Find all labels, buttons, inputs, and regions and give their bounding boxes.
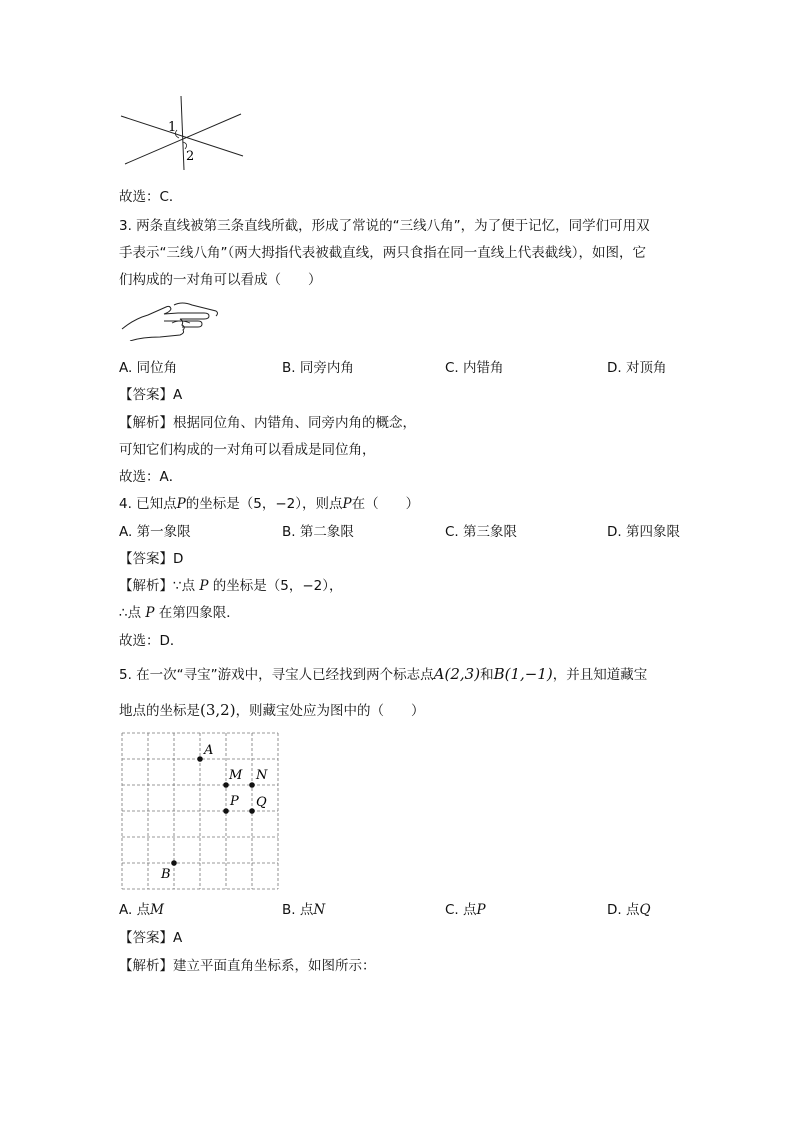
q3-stem-line3: 们构成的一对角可以看成（ ）: [119, 272, 322, 288]
q5-answer: 【答案】A: [119, 930, 183, 946]
intersecting-lines-figure: [115, 92, 250, 172]
q4-analysis2-suffix: 在第四象限．: [158, 605, 240, 621]
q5-option-b[interactable]: [282, 900, 325, 920]
q4-answer: 【答案】D: [119, 551, 184, 567]
q4-stem-suffix: 在（ ）: [351, 496, 420, 512]
q3-option-d[interactable]: D. 对顶角: [607, 360, 667, 376]
grid-point-b: [171, 860, 177, 866]
q3-stem-line1: 3. 两条直线被第三条直线所截，形成了常说的“三线八角”，为了便于记忆，同学们可用双: [119, 218, 650, 234]
q4-stem-mid: 的坐标是（5，−2），则点: [185, 496, 343, 512]
q5-point-b: B(1,−1): [493, 665, 553, 683]
q5-stem2-text: 地点的坐标是: [119, 703, 200, 719]
q3-option-b[interactable]: B. 同旁内角: [282, 360, 354, 376]
grid-label-m: M: [229, 768, 243, 783]
q3-analysis-line2: 可知它们构成的一对角可以看成是同位角，: [119, 442, 376, 458]
q4-analysis2-prefix: ∴点: [119, 605, 142, 621]
q3-analysis-line1: 【解析】根据同位角、内错角、同旁内角的概念，: [119, 415, 416, 431]
grid-point-m: [223, 782, 229, 788]
q5-option-c-text: C. 点: [445, 902, 477, 918]
q5-option-d-var: Q: [639, 902, 651, 918]
q4-analysis-p: P: [199, 578, 209, 594]
q4-option-c[interactable]: C. 第三象限: [445, 524, 518, 540]
grid-point-q: [249, 808, 255, 814]
q4-conclusion: 故选：D．: [119, 633, 184, 649]
q4-stem-prefix: 4. 已知点: [119, 496, 177, 512]
q4-analysis-line1: [119, 576, 343, 596]
grid-label-a: A: [204, 743, 214, 758]
q5-option-a-text: A. 点: [119, 902, 151, 918]
q5-option-a-var: M: [150, 902, 164, 918]
q5-option-d[interactable]: [607, 900, 651, 920]
treasure-grid-figure: [115, 728, 285, 896]
q5-option-d-text: D. 点: [607, 902, 640, 918]
q5-stem1-and: 和: [480, 667, 494, 683]
q2-conclusion: 故选：C．: [119, 189, 183, 205]
grid-label-n: N: [256, 768, 268, 783]
angle2-label: 2: [186, 149, 195, 164]
q4-option-b[interactable]: B. 第二象限: [282, 524, 354, 540]
hands-figure: [120, 297, 220, 341]
q5-stem1-tail: ，并且知道藏宝: [552, 667, 648, 683]
q3-option-a[interactable]: A. 同位角: [119, 360, 178, 376]
transversal-line: [181, 96, 184, 170]
q4-option-d[interactable]: D. 第四象限: [607, 524, 680, 540]
q4-point-p-2: P: [342, 496, 352, 512]
q5-option-c-var: P: [476, 902, 486, 918]
q3-conclusion: 故选：A．: [119, 469, 183, 485]
q5-stem-line1: [119, 662, 647, 687]
q5-stem-line2: [119, 698, 425, 723]
q4-analysis1-prefix: 【解析】∵点: [119, 578, 196, 594]
q3-stem-line2: 手表示“三线八角”（两大拇指代表被截直线，两只食指在同一直线上代表截线），如图，它: [119, 245, 646, 261]
q5-option-c[interactable]: [445, 900, 486, 920]
grid-point-a: [197, 756, 203, 762]
q4-point-p: P: [176, 496, 186, 512]
q5-point-a: A(2,3): [433, 665, 481, 683]
q5-option-a[interactable]: [119, 900, 164, 920]
grid-label-q: Q: [256, 795, 267, 810]
q5-option-b-var: N: [313, 902, 326, 918]
grid-label-p: P: [230, 794, 239, 809]
q5-analysis: 【解析】建立平面直角坐标系，如图所示：: [119, 958, 376, 974]
q4-option-a[interactable]: A. 第一象限: [119, 524, 191, 540]
q4-analysis-p-2: P: [145, 605, 155, 621]
q5-stem1-text: 5. 在一次“寻宝”游戏中，寻宝人已经找到两个标志点: [119, 667, 434, 683]
q4-analysis-line2: [119, 603, 240, 623]
q5-option-b-text: B. 点: [282, 902, 314, 918]
grid-point-p: [223, 808, 229, 814]
q4-analysis1-suffix: 的坐标是（5，−2），: [212, 578, 343, 594]
q5-point-treasure: (3,2): [200, 701, 236, 719]
q3-option-c[interactable]: C. 内错角: [445, 360, 504, 376]
q5-stem2-tail: ，则藏宝处应为图中的（ ）: [235, 703, 425, 719]
angle1-label: 1: [168, 120, 177, 135]
grid-point-n: [249, 782, 255, 788]
q3-answer: 【答案】A: [119, 387, 183, 403]
grid-label-b: B: [161, 867, 171, 882]
q4-stem: [119, 494, 419, 514]
